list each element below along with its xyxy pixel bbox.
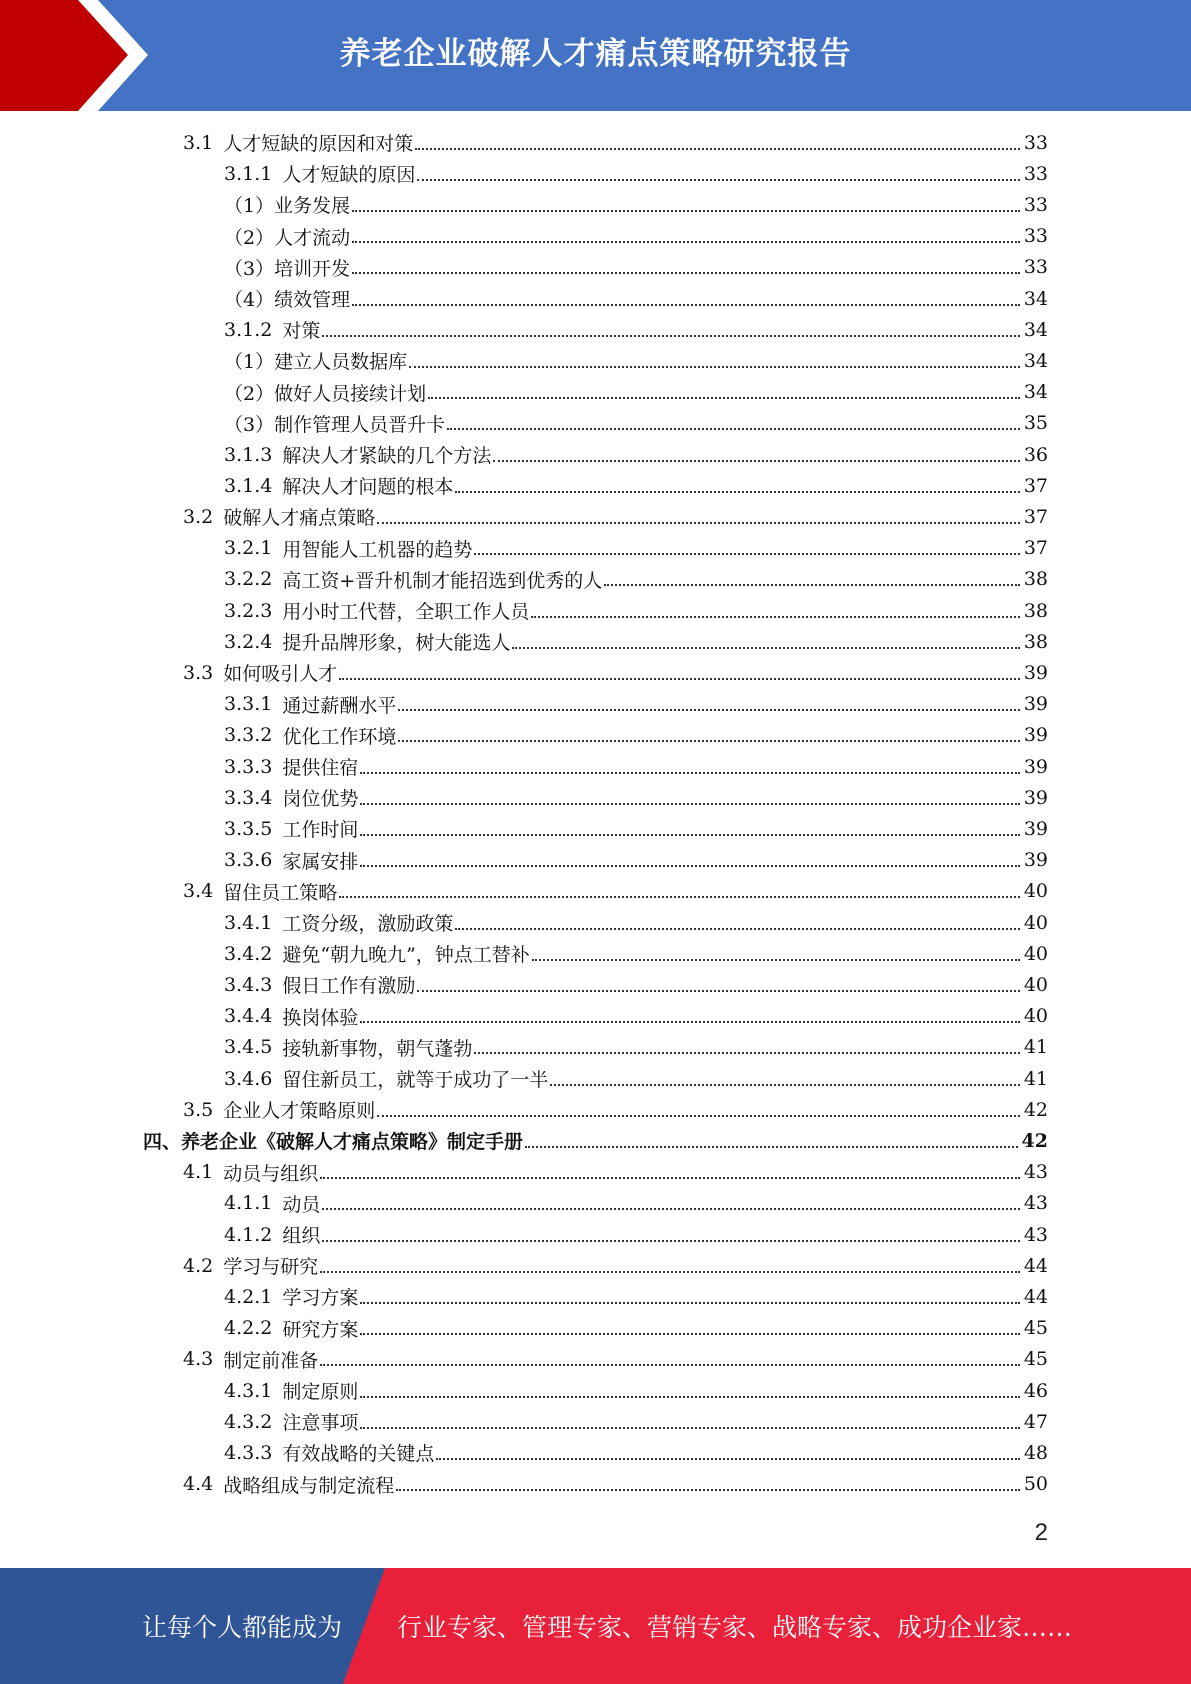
toc-entry-title: 接轨新事物，朝气蓬勃 [282, 1037, 473, 1060]
toc-entry-title: 业务发展 [274, 195, 351, 218]
toc-leader-dots [360, 834, 1019, 836]
toc-entry-number: 3.3.5 [224, 817, 273, 840]
toc-leader-dots [352, 241, 1020, 243]
toc-entry-page: 33 [1023, 162, 1048, 185]
toc-entry-page: 45 [1023, 1317, 1048, 1340]
toc-entry-title: 人才短缺的原因 [282, 164, 416, 187]
toc-leader-dots [512, 647, 1019, 649]
toc-leader-dots [320, 1364, 1020, 1366]
toc-entry-page: 40 [1023, 942, 1048, 965]
toc-leader-dots [532, 959, 1020, 961]
toc-entry-title: 通过薪酬水平 [282, 694, 397, 717]
toc-entry-title: 换岗体验 [282, 1006, 359, 1029]
toc-entry-title: 人才流动 [274, 226, 351, 249]
toc-entry-title: 高工资+晋升机制才能招选到优秀的人 [282, 569, 603, 592]
toc-entry-title: 如何吸引人才 [223, 663, 338, 686]
toc-leader-dots [339, 678, 1020, 680]
toc-leader-dots [360, 865, 1019, 867]
toc-entry[interactable] [224, 345, 1048, 376]
toc-entry-number: 3.4.1 [224, 911, 273, 934]
toc-entry-title: 假日工作有激励 [282, 975, 416, 998]
toc-entry-title: 对策 [282, 320, 321, 343]
toc-entry-page: 39 [1023, 786, 1048, 809]
toc-entry[interactable] [224, 470, 1048, 501]
toc-entry-title: 动员与组织 [223, 1162, 319, 1185]
toc-entry[interactable] [224, 221, 1048, 252]
toc-leader-dots [455, 928, 1019, 930]
toc-entry[interactable] [224, 782, 1048, 813]
toc-entry-title: 制定前准备 [223, 1349, 319, 1372]
toc-entry-title: 战略组成与制定流程 [223, 1474, 395, 1497]
toc-entry[interactable] [224, 1219, 1048, 1250]
page-number: 2 [1034, 1519, 1048, 1546]
toc-entry-number: （2） [224, 382, 275, 405]
toc-leader-dots [396, 1489, 1020, 1491]
toc-entry-title: 养老企业《破解人才痛点策略》制定手册 [181, 1131, 524, 1154]
toc-entry[interactable] [224, 1032, 1048, 1063]
toc-leader-dots [398, 740, 1019, 742]
toc-leader-dots [428, 397, 1020, 399]
toc-entry-number: （1） [224, 195, 275, 218]
toc-entry[interactable] [183, 501, 1048, 532]
toc-entry-page: 41 [1023, 1036, 1048, 1059]
toc-entry-title: 家属安排 [282, 850, 359, 873]
toc-leader-dots [531, 616, 1019, 618]
toc-entry-title: 避免“朝九晚九”，钟点工替补 [282, 944, 530, 967]
toc-entry-title: 破解人才痛点策略 [223, 507, 376, 530]
toc-entry[interactable] [224, 938, 1048, 969]
toc-entry[interactable] [224, 377, 1048, 408]
toc-entry[interactable] [224, 845, 1048, 876]
toc-leader-dots [436, 1458, 1019, 1460]
toc-entry[interactable] [183, 1469, 1048, 1500]
toc-leader-dots [360, 1333, 1019, 1335]
toc-entry[interactable] [224, 252, 1048, 283]
toc-leader-dots [525, 1146, 1018, 1148]
toc-entry-number: （3） [224, 257, 275, 280]
toc-leader-dots [550, 1084, 1019, 1086]
toc-entry-title: 学习与研究 [223, 1256, 319, 1279]
toc-entry[interactable] [224, 314, 1048, 345]
toc-entry-title: 有效战略的关键点 [282, 1443, 435, 1466]
toc-entry-page: 44 [1023, 1285, 1048, 1308]
toc-entry-title: 制定原则 [282, 1381, 359, 1403]
toc-entry[interactable] [224, 1281, 1048, 1312]
toc-entry-title: 研究方案 [282, 1318, 359, 1341]
toc-entry-number: 4.2.1 [224, 1285, 273, 1308]
toc-entry[interactable] [224, 689, 1048, 720]
toc-leader-dots [417, 990, 1019, 992]
toc-entry-number: 3.1.1 [224, 162, 273, 185]
toc-entry-title: 制作管理人员晋升卡 [274, 413, 446, 436]
toc-entry-title: 绩效管理 [274, 289, 351, 311]
toc-entry-number: 4.3 [183, 1348, 214, 1371]
toc-entry-number: 3.2 [183, 505, 214, 528]
toc-entry-number: 3.4.6 [224, 1067, 273, 1090]
toc-entry-page: 38 [1023, 630, 1048, 653]
toc-leader-dots [320, 1271, 1020, 1273]
toc-leader-dots [474, 553, 1019, 555]
toc-entry-number: 3.1 [183, 131, 214, 154]
toc-entry-number: 4.2.2 [224, 1317, 273, 1340]
toc-entry-title: 提升品牌形象，树大能选人 [282, 632, 511, 655]
toc-entry[interactable] [224, 1375, 1048, 1406]
toc-leader-dots [417, 179, 1019, 181]
toc-entry-number: 4.1.2 [224, 1223, 273, 1246]
toc-entry-title: 企业人才策略原则 [223, 1100, 376, 1123]
toc-entry-page: 38 [1023, 568, 1048, 591]
toc-entry-number: 3.3.2 [224, 724, 273, 747]
toc-entry[interactable] [224, 626, 1048, 657]
toc-entry-number: 4.2 [183, 1254, 214, 1277]
toc-leader-dots [360, 772, 1019, 774]
toc-entry-page: 34 [1023, 287, 1048, 310]
toc-leader-dots [339, 896, 1020, 898]
toc-entry-title: 做好人员接续计划 [274, 382, 427, 405]
toc-entry-number: 3.2.3 [224, 599, 273, 622]
toc-entry-number: 3.3.6 [224, 849, 273, 872]
toc-entry-number: 3.4.3 [224, 973, 273, 996]
toc-entry-page: 34 [1023, 381, 1048, 404]
toc-entry-page: 33 [1023, 256, 1048, 279]
toc-entry[interactable] [224, 408, 1048, 439]
toc-entry-number: 3.4.4 [224, 1005, 273, 1028]
toc-entry-title: 留住新员工，就等于成功了一半 [282, 1069, 549, 1091]
toc-entry-number: 3.3.1 [224, 693, 273, 716]
toc-entry[interactable] [183, 876, 1048, 907]
toc-entry-number: 3.5 [183, 1098, 214, 1121]
toc-entry-number: 四、 [143, 1131, 182, 1154]
toc-entry-number: 4.4 [183, 1473, 214, 1496]
toc-entry-page: 33 [1023, 193, 1048, 216]
toc-entry-title: 工资分级，激励政策 [282, 913, 454, 935]
toc-leader-dots [352, 210, 1020, 212]
toc-entry-page: 34 [1023, 318, 1048, 341]
toc-entry[interactable] [224, 751, 1048, 782]
toc-entry-page: 39 [1023, 724, 1048, 747]
toc-entry-number: （4） [224, 289, 275, 311]
toc-leader-dots [352, 272, 1020, 274]
toc-entry-number: 3.3.3 [224, 755, 273, 778]
toc-entry-page: 34 [1023, 349, 1048, 372]
footer-slogan-right: 行业专家、管理专家、营销专家、战略专家、成功企业家…… [397, 1613, 1073, 1642]
toc-entry-number: 3.2.1 [224, 537, 273, 560]
toc-entry-number: 4.3.2 [224, 1410, 273, 1433]
toc-entry[interactable] [183, 127, 1048, 158]
report-title: 养老企业破解人才痛点策略研究报告 [339, 36, 852, 72]
toc-entry-page: 48 [1023, 1441, 1048, 1464]
toc-entry[interactable] [224, 1406, 1048, 1437]
toc-entry-title: 工作时间 [282, 819, 359, 842]
toc-entry-page: 39 [1023, 817, 1048, 840]
toc-entry-title: 解决人才紧缺的几个方法 [282, 445, 492, 467]
toc-entry-page: 44 [1023, 1254, 1048, 1277]
toc-entry-page: 40 [1023, 1005, 1048, 1028]
toc-entry[interactable] [224, 189, 1048, 220]
toc-entry-page: 40 [1023, 973, 1048, 996]
toc-entry[interactable] [143, 1125, 1048, 1156]
toc-leader-dots [320, 1177, 1020, 1179]
toc-entry[interactable] [224, 907, 1048, 938]
toc-entry[interactable] [183, 657, 1048, 688]
toc-leader-dots [415, 148, 1020, 150]
toc-entry[interactable] [224, 1313, 1048, 1344]
toc-entry[interactable] [224, 564, 1048, 595]
toc-entry-page: 40 [1023, 880, 1048, 903]
toc-leader-dots [322, 1208, 1019, 1210]
toc-leader-dots [322, 335, 1019, 337]
toc-entry[interactable] [224, 1188, 1048, 1219]
toc-entry-page: 50 [1023, 1473, 1048, 1496]
toc-leader-dots [377, 522, 1020, 524]
toc-entry[interactable] [224, 1001, 1048, 1032]
toc-entry-number: 3.1.3 [224, 443, 273, 466]
toc-entry-number: 4.1 [183, 1161, 214, 1184]
toc-entry-page: 35 [1023, 412, 1048, 435]
toc-entry[interactable] [224, 595, 1048, 626]
toc-leader-dots [360, 1021, 1019, 1023]
toc-leader-dots [398, 709, 1019, 711]
toc-entry-page: 39 [1023, 755, 1048, 778]
toc-entry-title: 用智能人工机器的趋势 [282, 538, 473, 561]
toc-entry-number: 3.1.4 [224, 474, 273, 497]
toc-entry-page: 46 [1023, 1379, 1048, 1402]
toc-entry-number: 4.3.1 [224, 1379, 273, 1402]
toc-entry-number: 3.3 [183, 661, 214, 684]
toc-entry-page: 39 [1023, 661, 1048, 684]
toc-entry-title: 优化工作环境 [282, 725, 397, 748]
toc-entry[interactable] [224, 1437, 1048, 1468]
toc-leader-dots [360, 1427, 1019, 1429]
toc-leader-dots [322, 1240, 1019, 1242]
toc-leader-dots [360, 1396, 1019, 1398]
toc-entry-title: 解决人才问题的根本 [282, 476, 454, 499]
toc-entry-page: 45 [1023, 1348, 1048, 1371]
toc-entry[interactable] [224, 813, 1048, 844]
page-footer [0, 1568, 1191, 1684]
toc-entry-number: 3.4.2 [224, 942, 273, 965]
toc-leader-dots [377, 1115, 1020, 1117]
toc-entry[interactable] [224, 720, 1048, 751]
toc-entry-title: 注意事项 [282, 1412, 359, 1435]
toc-entry-title: 人才短缺的原因和对策 [223, 133, 414, 155]
toc-leader-dots [409, 366, 1020, 368]
toc-entry-page: 39 [1023, 693, 1048, 716]
toc-entry-page: 37 [1023, 505, 1048, 528]
toc-leader-dots [474, 1052, 1019, 1054]
toc-entry[interactable] [224, 533, 1048, 564]
toc-entry-page: 41 [1023, 1067, 1048, 1090]
toc-leader-dots [447, 428, 1020, 430]
toc-entry-title: 培训开发 [274, 257, 351, 280]
toc-entry-page: 42 [1023, 1098, 1048, 1121]
toc-entry[interactable] [224, 969, 1048, 1000]
toc-entry-title: 动员 [282, 1193, 321, 1216]
toc-entry-page: 40 [1023, 911, 1048, 934]
toc-entry[interactable] [183, 1094, 1048, 1125]
toc-entry-page: 43 [1023, 1161, 1048, 1184]
toc-entry-number: 3.2.2 [224, 568, 273, 591]
toc-entry-number: 4.3.3 [224, 1441, 273, 1464]
toc-entry-number: 4.1.1 [224, 1192, 273, 1215]
toc-entry-number: （1） [224, 351, 275, 374]
toc-entry-page: 38 [1023, 599, 1048, 622]
toc-entry-number: 3.4 [183, 880, 214, 903]
toc-entry[interactable] [224, 158, 1048, 189]
toc-entry-title: 留住员工策略 [223, 881, 338, 904]
toc-entry-page: 42 [1021, 1129, 1048, 1152]
toc-leader-dots [360, 803, 1019, 805]
toc-entry-title: 提供住宿 [282, 757, 359, 779]
toc-entry-page: 43 [1023, 1192, 1048, 1215]
toc-entry-page: 37 [1023, 474, 1048, 497]
toc-entry-number: 3.2.4 [224, 630, 273, 653]
toc-entry-number: （3） [224, 413, 275, 436]
toc-entry[interactable] [224, 283, 1048, 314]
toc-entry-title: 组织 [282, 1225, 321, 1247]
toc-entry-page: 33 [1023, 225, 1048, 248]
toc-entry[interactable] [224, 439, 1048, 470]
toc-leader-dots [352, 304, 1020, 306]
footer-slogan-left: 让每个人都能成为 [142, 1613, 343, 1642]
toc-entry-number: 3.4.5 [224, 1036, 273, 1059]
toc-leader-dots [455, 491, 1019, 493]
toc-entry[interactable] [183, 1344, 1048, 1375]
toc-entry-page: 39 [1023, 849, 1048, 872]
toc-entry-title: 建立人员数据库 [274, 351, 408, 374]
toc-leader-dots [360, 1302, 1019, 1304]
toc-entry-page: 36 [1023, 443, 1048, 466]
toc-entry[interactable] [183, 1157, 1048, 1188]
toc-entry-page: 47 [1023, 1410, 1048, 1433]
toc-leader-dots [604, 584, 1020, 586]
toc-entry-title: 用小时工代替，全职工作人员 [282, 601, 530, 623]
toc-leader-dots [493, 460, 1019, 462]
toc-entry[interactable] [183, 1250, 1048, 1281]
toc-entry-page: 33 [1023, 131, 1048, 154]
page-header [0, 0, 1191, 111]
toc-entry-page: 43 [1023, 1223, 1048, 1246]
toc-entry-number: 3.1.2 [224, 318, 273, 341]
toc-entry-title: 学习方案 [282, 1287, 359, 1310]
toc-entry-number: （2） [224, 226, 275, 249]
toc-entry-number: 3.3.4 [224, 786, 273, 809]
toc-entry-title: 岗位优势 [282, 788, 359, 811]
toc-entry[interactable] [224, 1063, 1048, 1094]
toc-entry-page: 37 [1023, 537, 1048, 560]
